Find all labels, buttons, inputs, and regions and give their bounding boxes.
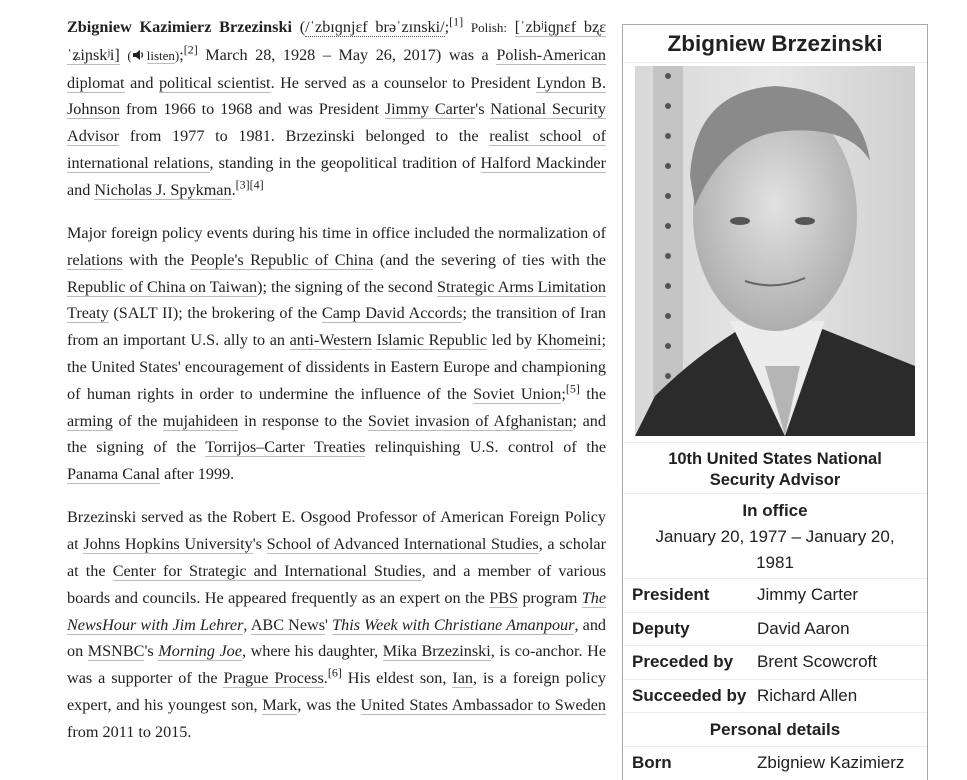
text: from 1977 to 1981. Brzezinski belonged to the xyxy=(119,127,490,146)
link-abc-news[interactable]: ABC News xyxy=(250,615,326,634)
listen-link[interactable]: listen xyxy=(146,47,175,63)
link-political-scientist[interactable]: political scientist xyxy=(158,73,271,92)
link-polish-american[interactable]: Polish-American xyxy=(496,45,607,64)
infobox-row-preceded-by xyxy=(623,645,927,679)
link-realist-school[interactable]: realist school of international relations xyxy=(67,127,606,172)
text: ; the transition of Iran from an important U.S. ally to an xyxy=(67,304,606,350)
row-key: Preceded by xyxy=(632,652,734,672)
text: 's xyxy=(475,100,491,119)
link-torrijos-carter[interactable]: Torrijos–Carter Treaties xyxy=(205,438,366,457)
paragraph-later-career xyxy=(67,504,606,745)
text: (and the severing of ties with the xyxy=(373,250,606,269)
link-soviet-invasion[interactable]: Soviet invasion of Afghanistan xyxy=(367,411,573,430)
text: , is co-anchor. He was a supporter of the xyxy=(67,642,607,688)
link-mujahideen[interactable]: mujahideen xyxy=(162,411,239,430)
paragraph-intro: Zbigniew Kazimierz Brzezinski (/ˈzbɪɡnjɛf brəˈzɪnski/;[1] Polish: [ˈzbʲiɡɲɛf bʐɛˈʑiɲskʲi] ( listen);[2] March 28, 1928 – May 26, 2017) was a Polish-American diplomat and political scientist. He served as a counselor to President Lyndon B. Johnson from 1966 to 1968 and was President Jimmy Carter's National Security Advisor from 1977 to 1981. Brzezinski belonged to the realist school of international relations, standing in the geopolitical tradition of Halford Mackinder and Nicholas J. Spykman.[3][4] xyxy=(67,14,607,199)
text: . He served as a counselor to President xyxy=(270,73,537,92)
text: and xyxy=(67,180,95,199)
link-roc[interactable]: Republic of China on Taiwan xyxy=(67,277,258,296)
link-newshour[interactable]: The NewsHour with Jim Lehrer xyxy=(67,588,607,634)
row-value: Zbigniew Kazimierz xyxy=(757,753,905,773)
ref-1[interactable]: [1] xyxy=(449,14,464,29)
text: ; the United States' encouragement of dissidents in Eastern Europe and championing of human rights in order to undermine the influence of the xyxy=(67,331,606,403)
text: program xyxy=(518,588,582,607)
link-sais[interactable]: School of Advanced International Studies xyxy=(266,535,539,554)
link-morning-joe[interactable]: Morning Joe xyxy=(158,642,242,661)
ref-5[interactable]: [5] xyxy=(565,381,580,396)
link-camp-david[interactable]: Camp David Accords xyxy=(321,304,463,323)
infobox-row-succeeded-by xyxy=(623,679,927,713)
text: the xyxy=(579,384,607,403)
infobox-title: Zbigniew Brzezinski xyxy=(623,25,927,63)
link-khomeini[interactable]: Khomeini xyxy=(536,331,602,350)
ref-4[interactable]: [4] xyxy=(249,177,264,192)
link-msnbc[interactable]: MSNBC xyxy=(87,642,145,661)
row-key: Deputy xyxy=(632,618,690,638)
text: Brzezinski served as the Robert E. Osgood Professor of American Foreign Policy at xyxy=(67,508,606,554)
row-key: Succeeded by xyxy=(632,685,747,705)
row-key: Born xyxy=(632,753,672,773)
link-halford-mackinder[interactable]: Halford Mackinder xyxy=(480,153,607,172)
text: with the xyxy=(122,250,191,269)
in-office-label: In office xyxy=(742,501,808,520)
ref-6[interactable]: [6] xyxy=(327,665,342,680)
text: , xyxy=(243,615,251,634)
text: , where his daughter, xyxy=(241,642,383,661)
link-anti-western[interactable]: anti-Western xyxy=(289,331,372,350)
text: after 1999. xyxy=(160,465,235,484)
link-ambassador-sweden[interactable]: United States Ambassador to Sweden xyxy=(360,695,607,714)
link-panama-canal[interactable]: Panama Canal xyxy=(67,465,161,484)
link-diplomat[interactable]: diplomat xyxy=(67,73,125,92)
link-mika-brzezinski[interactable]: Mika Brzezinski xyxy=(382,642,491,661)
text: relinquishing U.S. control of the xyxy=(365,438,607,457)
link-national-security-advisor[interactable]: National Security Advisor xyxy=(67,100,606,146)
text: ; and the signing of the xyxy=(67,411,606,457)
link-soviet-union[interactable]: Soviet Union xyxy=(473,384,562,403)
link-prc[interactable]: People's Republic of China xyxy=(190,250,374,269)
link-this-week[interactable]: This Week with Christiane Amanpour xyxy=(332,615,575,634)
text: , a scholar at the xyxy=(67,535,607,580)
ref-3[interactable]: [3] xyxy=(235,177,250,192)
text: from 1966 to 1968 and was President xyxy=(120,100,385,119)
section-personal-details: Personal details xyxy=(623,712,927,746)
subject-name: Zbigniew Kazimierz Brzezinski xyxy=(67,18,292,36)
text: ); the signing of the second xyxy=(257,277,437,296)
polish-label: Polish: xyxy=(470,20,507,35)
row-value[interactable]: Brent Scowcroft xyxy=(757,652,877,672)
infobox-row-deputy xyxy=(623,612,927,646)
row-value[interactable]: David Aaron xyxy=(757,618,850,638)
row-key: President xyxy=(632,585,710,605)
portrait-photo[interactable] xyxy=(635,66,915,436)
link-arming[interactable]: arming xyxy=(67,411,113,430)
in-office-dates: January 20, 1977 – January 20, 1981 xyxy=(655,527,895,572)
text: and xyxy=(124,73,159,92)
row-value[interactable]: Richard Allen xyxy=(757,685,858,705)
link-salt[interactable]: Strategic Arms Limitation Treaty xyxy=(67,277,607,323)
ipa-english-link[interactable]: /ˈzbɪɡnjɛf brəˈzɪnski/ xyxy=(305,18,445,36)
link-pbs[interactable]: PBS xyxy=(489,588,519,607)
text: Major foreign policy events during his time in office included the normalization of xyxy=(67,223,606,242)
text: , and a member of various boards and councils. He appeared frequently as an expert on the xyxy=(67,561,606,607)
text: 's xyxy=(144,642,159,661)
link-islamic-republic[interactable]: Islamic Republic xyxy=(376,331,488,350)
text: . xyxy=(323,669,328,688)
text: 's xyxy=(252,535,267,554)
text: ' xyxy=(325,615,333,634)
text: , is a foreign policy expert, and his youngest son, xyxy=(67,669,607,714)
text: (SALT II); the brokering of the xyxy=(108,304,322,323)
ipa-polish-link[interactable]: [ˈzbʲiɡɲɛf bʐɛˈʑiɲskʲi] xyxy=(67,18,607,64)
link-ian[interactable]: Ian xyxy=(452,669,474,688)
text: March 28, 1928 – May 26, 2017) was a xyxy=(197,45,497,64)
row-value[interactable]: Jimmy Carter xyxy=(757,585,859,605)
link-johns-hopkins[interactable]: Johns Hopkins University xyxy=(83,535,253,554)
infobox-row-president xyxy=(623,578,927,612)
link-mark[interactable]: Mark xyxy=(262,695,298,714)
ref-2[interactable]: [2] xyxy=(183,42,198,57)
text: ; xyxy=(561,384,566,403)
text: . xyxy=(231,180,236,199)
in-office xyxy=(623,494,927,578)
text: His eldest son, xyxy=(341,669,453,688)
link-relations[interactable]: relations xyxy=(67,250,123,269)
infobox xyxy=(622,24,928,780)
text: , was the xyxy=(297,695,361,714)
office-title: 10th United States National Security Advisor xyxy=(623,442,927,494)
text: from 2011 to 2015. xyxy=(67,722,192,741)
link-prague-process[interactable]: Prague Process xyxy=(223,669,324,688)
text: , and on xyxy=(67,615,607,661)
text: , standing in the geopolitical tradition of xyxy=(209,153,481,172)
link-lyndon-johnson[interactable]: Lyndon B. Johnson xyxy=(67,73,607,119)
article-body xyxy=(67,14,606,762)
speaker-icon[interactable] xyxy=(132,49,145,61)
text: in response to the xyxy=(238,411,368,430)
infobox-row-born xyxy=(623,746,927,780)
text: of the xyxy=(112,411,163,430)
paragraph-foreign-policy xyxy=(67,220,606,488)
link-csis[interactable]: Center for Strategic and International Studies xyxy=(112,561,422,580)
link-jimmy-carter[interactable]: Jimmy Carter xyxy=(384,100,476,119)
text: led by xyxy=(487,331,537,350)
link-nicholas-spykman[interactable]: Nicholas J. Spykman xyxy=(94,180,232,199)
